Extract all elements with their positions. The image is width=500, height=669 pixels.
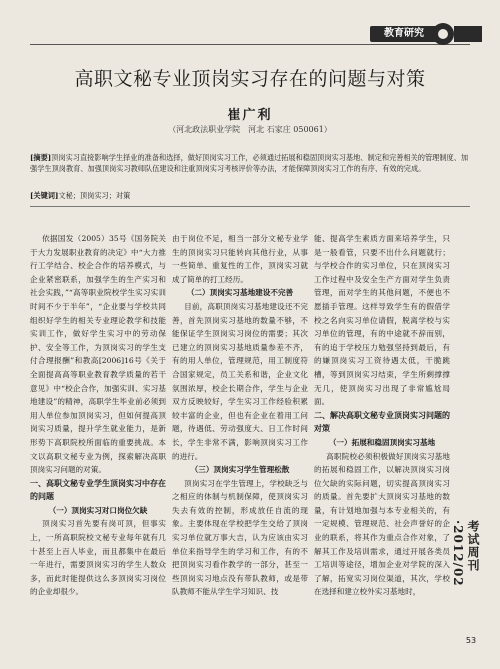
subsection-heading: （一）拓展和稳固顶岗实习基地 [328, 437, 436, 447]
subsection-heading: （一）顶岗实习对口岗位欠缺 [48, 505, 148, 515]
body-paragraph: 能、提高学生素质方面来培养学生，只是一般看管，只要不出什么问题就行；与学校合作的实习单位，只在顶岗实习工作过程中及安全生产方面对学生负责管理，而对学生的其他问题，不便也不愿插手管理。这样导致学生有的假借学校之名向实习单位请假，脱离学校与实习单位的管理，有的中途就不辞而别，有的追于学校压力勉强坚持到最后，有的嫌顶岗实习工资待遇太低，干脆跳槽，等到顶岗实习结束，学生所剩撑撑无几，使顶岗实习出现了非常尴尬局面。 [314, 234, 450, 407]
section-heading: 二、解决高职文秘专业顶岗实习问题的对策 [314, 410, 450, 434]
abstract-text: 顶岗实习直接影响学生择业的准备和选择，做好顶岗实习工作，必须通过拓展和稳固顶岗实习基地、制定和完善相关的管理制度、加强学生顶岗教育、加强顶岗实习教师队伍建设和注重顶岗实习考核评价等办法，才能保障顶岗实习工作的有序、有效的完成。 [30, 153, 469, 173]
journal-side-stamp: 考试周刊·2012/02 [451, 520, 480, 587]
page-number: 53 [465, 636, 477, 645]
keywords [30, 190, 470, 201]
subsection-heading: （三）顶岗实习学生管理松散 [190, 465, 290, 475]
body-paragraph: 高职院校必须积极做好顶岗实习基地的拓展和稳固工作，以解决顶岗实习岗位欠缺的实际问题，切实提高顶岗实习的质量。首先要扩大顶岗实习基地的数量，有计划地加强与本专业相关的，有一定规模、管理规范、社会声誉好的企业的联系，将其作为重点合作对象，了解其工作及培训需求，通过开展各类员工培训等途径，增加企业对学院的深入了解，拓宽实习岗位渠道，其次，学校在选择和建立校外实习基地时， [314, 451, 450, 597]
column-1 [30, 232, 166, 599]
section-logo-icon [432, 23, 454, 45]
article-author: 崔广利 [227, 108, 273, 123]
body-paragraph: 依据国发（2005）35号《国务院关于大力发展职业教育的决定》中“大力推行工学结合、校企合作的培养模式，与企业紧密联系，加强学生的生产实习和社会实践，”“高等职业院校学生实习实训时间不少于半年”，“企业要与学校共同组织好学生的相关专业理论教学和技能实训工作，做好学生实习中的劳动保护、安全等工作，为顶岗实习的学生支付合理报酬”和教高[2006]16号《关于全面提高高等职业教育教学质量的若干意见》中“校企合作，加强实训、实习基地建设”的精神，高职学生毕业前必须到用人单位参加顶岗实习，但如何提高顶岗实习质量，提升学生就业能力，是新形势下高职院校所面临的重要挑战。本文以高职文秘专业为例，探索解决高职顶岗实习问题的对策。 [30, 234, 166, 475]
abstract-tag: [摘要] [30, 153, 52, 162]
column-3 [314, 232, 450, 599]
body-paragraph: 目前，高职顶岗实习基地建设还不完善，首先顶岗实习基地的数量不够，不能保证学生顶岗实习岗位的需要；其次已建立的顶岗实习基地质量参差不齐，有的用人单位，管理规范，用工制度符合国家规定，员工关系和谐，企业文化氛围浓厚，校企长期合作，学生与企业双方反映较好，学生实习工作经验积累较丰富的企业，但也有企业在着用工问题，待遇低、劳动强度大、日工作时间长，学生非常不满，影响顶岗实习工作的进行。 [172, 301, 308, 461]
keywords-text: 文秘；顶岗实习；对策 [58, 191, 131, 200]
header-bar [454, 26, 482, 42]
abstract [30, 152, 470, 174]
keywords-tag: [关键词] [30, 191, 59, 200]
body-paragraph: 由于岗位不足，相当一部分文秘专业学生的顶岗实习只能转向其他行业，从事一些简单、重复性的工作，顶岗实习就成了简单的打工经历。 [172, 234, 308, 284]
article-affiliation: （河北政法职业学院 河北 石家庄 050061） [168, 125, 332, 134]
section-heading: 一、高职文秘专业学生顶岗实习中存在的问题 [30, 478, 166, 502]
abstract-rule [30, 206, 470, 207]
article-title: 高职文秘专业顶岗实习存在的问题与对策 [74, 68, 426, 90]
section-label: 教育研究 [370, 26, 438, 42]
body-paragraph: 顶岗实习首先要有岗可顶，但事实上，一所高职院校文秘专业每年就有几十甚至上百人毕业，而且都集中在最后一年进行，需要顶岗实习的学生人数众多，而此时能提供这么多顶岗实习岗位的企业却很少。 [30, 519, 166, 597]
column-2 [172, 232, 308, 599]
header-rule [30, 44, 470, 45]
subsection-heading: （二）顶岗实习基地建设不完善 [186, 288, 294, 298]
body-paragraph: 顶岗实习在学生管理上，学校缺乏与之相应的体制与机制保障，使顶岗实习失去有效的控制，形成放任自流的现象。主要体现在学校把学生交给了顶岗实习单位就万事大吉，认为应该由实习单位来指导学生的学习和工作，有的不把顶岗实习看作教学的一部分，甚至一些顶岗实习地点没有带队教师，或是带队教师不能从学生学习知识、技 [172, 478, 308, 597]
